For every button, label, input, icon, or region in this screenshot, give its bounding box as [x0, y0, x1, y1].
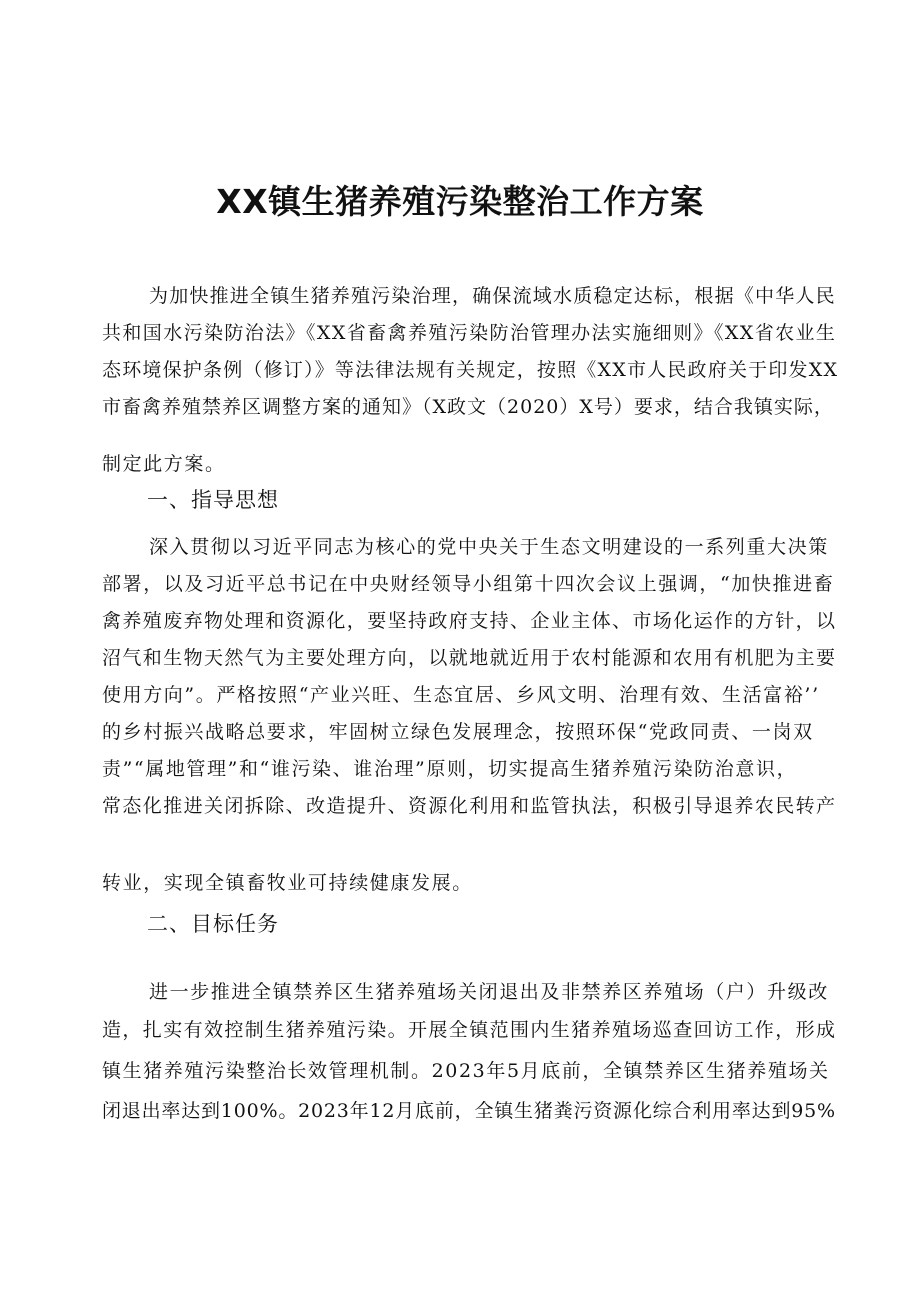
section-heading: 二、目标任务	[147, 912, 279, 936]
section-heading: 一、指导思想	[147, 488, 279, 512]
intro-line: 共和国水污染防治法》《XX省畜禽养殖污染防治管理办法实施细则》《XX省农业生	[102, 322, 837, 344]
paragraph-line: 进一步推进全镇禁养区生猪养殖场关闭退出及非禁养区养殖场（户）升级改	[149, 981, 829, 1003]
paragraph-line: 造，扎实有效控制生猪养殖污染。开展全镇范围内生猪养殖场巡查回访工作，形成	[102, 1019, 837, 1041]
paragraph-line: 沼气和生物天然气为主要处理方向，以就地就近用于农村能源和农用有机肥为主要	[102, 647, 837, 669]
paragraph-line: 的乡村振兴战略总要求，牢固树立绿色发展理念，按照环保“党政同责、一岗双	[102, 721, 814, 743]
intro-line: 市畜禽养殖禁养区调整方案的通知》（X政文（2020）X号）要求，结合我镇实际，	[102, 396, 834, 418]
paragraph-line: 部署，以及习近平总书记在中央财经领导小组第十四次会议上强调，“加快推进畜	[102, 573, 835, 595]
paragraph-line: 常态化推进关闭拆除、改造提升、资源化利用和监管执法，积极引导退养农民转产	[102, 795, 837, 817]
paragraph-line: 镇生猪养殖污染整治长效管理机制。2023年5月底前，全镇禁养区生猪养殖场关	[102, 1060, 830, 1082]
intro-line: 制定此方案。	[102, 453, 226, 475]
paragraph-line: 深入贯彻以习近平同志为核心的党中央关于生态文明建设的一系列重大决策	[149, 536, 829, 558]
document-title: XX镇生猪养殖污染整治工作方案	[216, 182, 704, 221]
intro-line: 态环境保护条例（修订）》等法律法规有关规定，按照《XX市人民政府关于印发XX	[102, 359, 839, 381]
paragraph-line: 责”“属地管理”和“谁污染、谁治理”原则，切实提高生猪养殖污染防治意识，	[102, 758, 798, 780]
paragraph-line: 禽养殖废弃物处理和资源化，要坚持政府支持、企业主体、市场化运作的方针，以	[102, 610, 837, 632]
paragraph-line: 使用方向”。严格按照“产业兴旺、生态宜居、乡风文明、治理有效、生活富裕’’	[102, 684, 820, 706]
paragraph-line: 闭退出率达到100%。2023年12月底前，全镇生猪粪污资源化综合利用率达到95%	[102, 1100, 836, 1122]
intro-line: 为加快推进全镇生猪养殖污染治理，确保流域水质稳定达标，根据《中华人民	[149, 285, 836, 307]
paragraph-line: 转业，实现全镇畜牧业可持续健康发展。	[102, 872, 473, 894]
